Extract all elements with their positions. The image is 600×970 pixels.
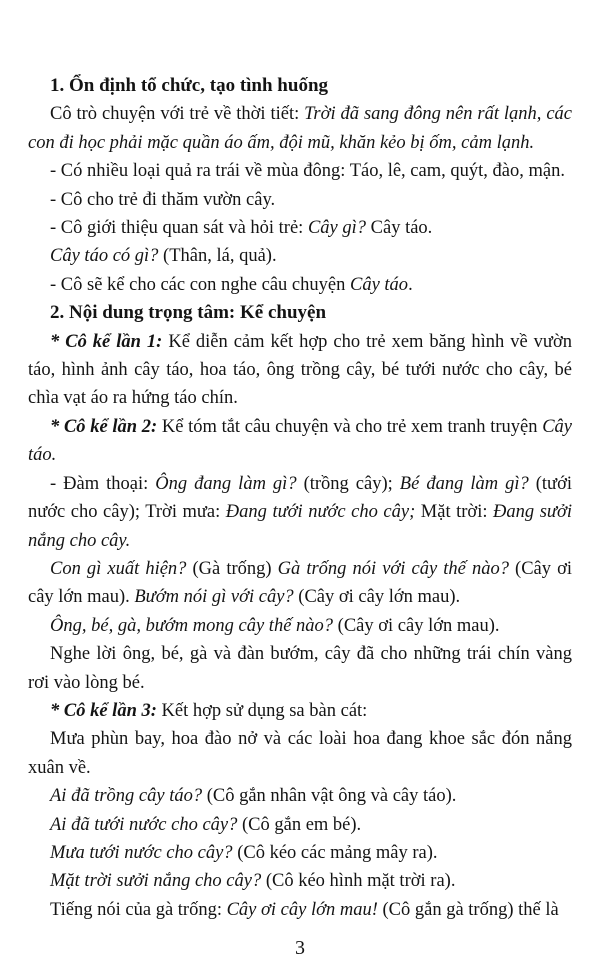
paragraph — [28, 725, 572, 782]
paragraph — [28, 242, 572, 270]
text-run: * Cô kể lần 1: — [50, 331, 169, 352]
text-run: (Cô kéo hình mặt trời ra). — [261, 871, 456, 892]
text-run: (Cây ơi cây lớn mau). — [28, 558, 572, 608]
text-run: Mưa phùn bay, hoa đào nở và các loài hoa đang khoe sắc đón nắng xuân về. — [28, 729, 572, 778]
paragraph — [28, 214, 572, 242]
text-run: Trời đã sang đông nên rất lạnh, các con đi học phải mặc quần áo ấm, đội mũ, khăn kẻo bị ốm, cảm lạnh. — [28, 104, 573, 153]
text-run: Kết hợp sử dụng sa bàn cát: — [161, 700, 368, 721]
paragraph — [28, 555, 572, 612]
text-run: Tiếng nói của gà trống: — [50, 899, 227, 920]
text-run: - Cô sẽ kể cho các con nghe câu chuyện — [50, 274, 350, 295]
section-heading — [28, 72, 572, 100]
text-run: * Cô kể lần 3: — [50, 700, 162, 721]
text-run: (Cô kéo các mảng mây ra). — [232, 842, 438, 863]
text-run: - Đàm thoại: — [50, 473, 156, 494]
paragraph — [28, 470, 572, 555]
paragraph — [28, 271, 572, 299]
text-run: Cây gì? — [307, 218, 367, 239]
paragraph — [28, 782, 572, 810]
text-run: Ông đang làm gì? — [155, 473, 297, 494]
text-run: Ai đã trồng cây táo? — [50, 786, 203, 807]
text-run: Bướm nói gì với cây? — [134, 587, 294, 608]
text-run: Nghe lời ông, bé, gà và đàn bướm, cây đã cho những trái chín vàng rơi vào lòng bé. — [28, 644, 572, 693]
paragraph — [28, 896, 572, 924]
paragraph — [28, 640, 572, 697]
text-run: Cây táo — [349, 274, 409, 295]
paragraph — [28, 612, 572, 640]
text-run: (Gà trống) — [186, 558, 278, 579]
text-run: 1. Ổn định tổ chức, tạo tình huống — [50, 75, 329, 96]
paragraph — [28, 697, 572, 725]
paragraph — [28, 413, 572, 470]
text-run: Gà trống nói với cây thế nào? — [277, 558, 509, 579]
paragraph — [28, 157, 572, 185]
text-run: Cây táo. — [28, 416, 572, 466]
paragraph — [28, 328, 572, 413]
text-run: - Cô cho trẻ đi thăm vườn cây. — [50, 189, 276, 210]
paragraph — [28, 867, 572, 895]
text-run: Cây táo có gì? — [50, 246, 159, 267]
text-run: Cây táo. — [366, 218, 433, 239]
page-number: 3 — [295, 937, 305, 959]
text-run: Bé đang làm gì? — [399, 473, 529, 494]
text-run: Kể diễn cảm kết hợp cho trẻ xem băng hình về vườn táo, hình ảnh cây táo, hoa táo, ông trồng cây, bé tưới nước cho cây, bé chìa vạt áo ra hứng táo chín. — [28, 331, 572, 409]
paragraph — [28, 811, 572, 839]
text-run: (Thân, lá, quả). — [158, 246, 277, 267]
text-run: - Có nhiều loại quả ra trái về mùa đông: Táo, lê, cam, quýt, đào, mận. — [50, 161, 565, 182]
text-run: (Cô gắn em bé). — [237, 814, 362, 835]
text-run: Đang tưới nước cho cây; — [225, 502, 416, 523]
text-run: Ông, bé, gà, bướm mong cây thế nào? — [50, 615, 334, 636]
text-run: Đang sưởi nắng cho cây. — [28, 502, 572, 551]
text-run: Cây ơi cây lớn mau! — [226, 899, 378, 920]
paragraph — [28, 100, 572, 157]
paragraph — [28, 839, 572, 867]
section-heading — [28, 299, 572, 327]
text-run: - Cô giới thiệu quan sát và hỏi trẻ: — [50, 218, 308, 239]
text-run: (Cô gắn nhân vật ông và cây táo). — [202, 786, 457, 807]
text-run: Mặt trời sưởi nắng cho cây? — [50, 871, 262, 892]
text-run: Ai đã tưới nước cho cây? — [50, 814, 238, 835]
text-run: (Cây ơi cây lớn mau). — [333, 615, 500, 636]
text-run: * Cô kể lần 2: — [50, 416, 162, 437]
text-run: (trồng cây); — [296, 473, 400, 494]
text-run: . — [408, 274, 413, 295]
text-run: (Cây ơi cây lớn mau). — [293, 587, 461, 608]
text-run: Mưa tưới nước cho cây? — [50, 842, 233, 863]
text-run: Con gì xuất hiện? — [50, 558, 187, 579]
text-run: 2. Nội dung trọng tâm: Kể chuyện — [50, 302, 327, 324]
text-run: (Cô gắn gà trống) thế là — [377, 899, 559, 920]
text-run: Cô trò chuyện với trẻ về thời tiết: — [50, 104, 305, 125]
paragraph — [28, 186, 572, 214]
text-run: (tưới nước cho cây); Trời mưa: — [28, 473, 572, 523]
text-run: Mặt trời: — [415, 502, 494, 523]
text-run: Kể tóm tắt câu chuyện và cho trẻ xem tranh truyện — [161, 416, 543, 437]
